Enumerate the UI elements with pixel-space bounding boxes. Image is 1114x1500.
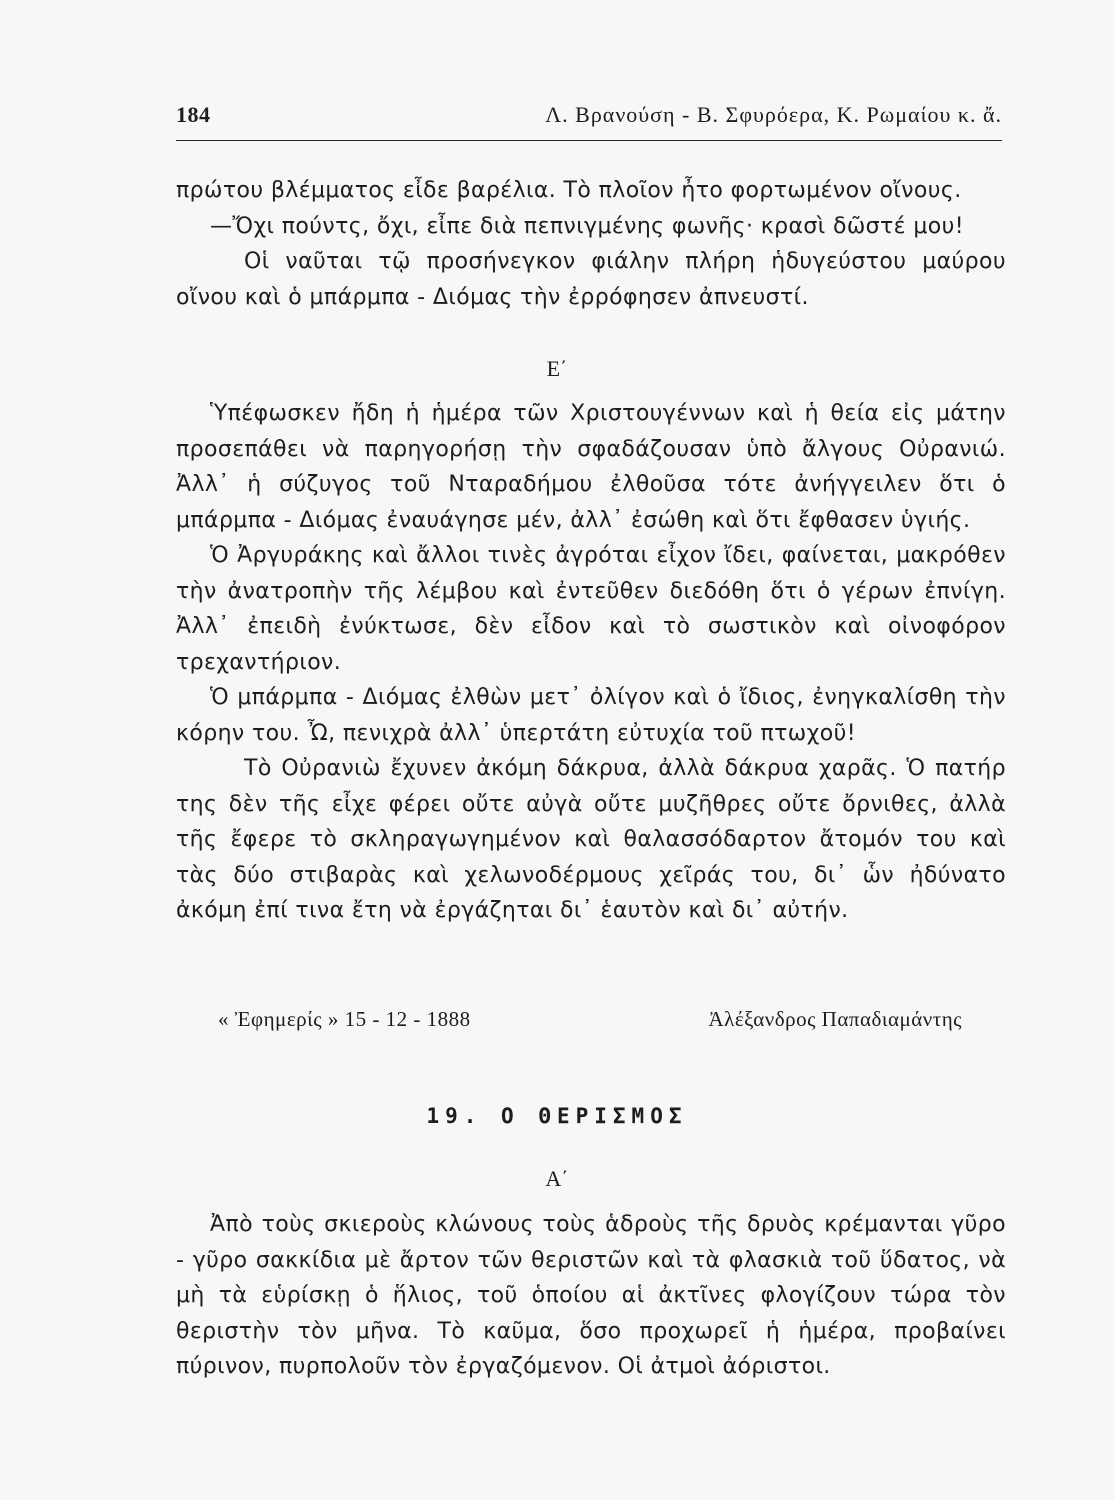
page-number: 184 — [176, 102, 211, 127]
source-citation: « Ἐφημερίς » 15 - 12 - 1888 — [218, 1007, 471, 1031]
paragraph: —Ὄχι πούντς, ὄχι, εἶπε διὰ πεπνιγμένης φωνῆς· κρασὶ δῶστέ μου! — [210, 213, 964, 239]
running-head-authors: Λ. Βρανούση - Β. Σφυρόερα, Κ. Ρωμαίου κ. ἄ. — [545, 102, 1002, 127]
paragraph: Ἀπὸ τοὺς σκιεροὺς κλώνους τοὺς ἁδροὺς τῆς δρυὸς κρέμανται γῦρο - γῦρο σακκίδια μὲ ἄρτον τῶν θεριστῶν καὶ τὰ φλασκιὰ τοῦ ὕδατος, νὰ μὴ τὰ εὑρίσκῃ ὁ ἥλιος, τοῦ ὁποίου αἱ ἀκτῖνες φλογίζουν τώρα τὸν θεριστὴν τὸν μῆνα. Τὸ καῦμα, ὅσο προχωρεῖ ἡ ἡμέρα, προβαίνει πύρινον, πυρπολοῦν τὸν ἐργαζόμενον. Οἱ ἀτμοὶ ἀόριστοι. — [176, 1212, 1006, 1379]
header-rule — [176, 140, 1002, 141]
paragraph: Οἱ ναῦται τῷ προσήνεγκον φιάλην πλήρη ἡδυγεύστου μαύρου οἴνου καὶ ὁ μπάρμπα - Διόμας τὴν ἐρρόφησεν ἀπνευστί. — [176, 249, 1006, 310]
paragraph: Ὑπέφωσκεν ἤδη ἡ ἡμέρα τῶν Χριστουγέννων καὶ ἡ θεία εἰς μάτην προσεπάθει νὰ παρηγορήσῃ τὴν σφαδάζουσαν ὑπὸ ἄλγους Οὐρανιώ. Ἀλλ᾽ ἡ σύζυγος τοῦ Νταραδήμου ἐλθοῦσα τότε ἀνήγγειλεν ὅτι ὁ μπάρμπα - Διόμας ἐναυάγησε μέν, ἀλλ᾽ ἐσώθη καὶ ὅτι ἔφθασεν ὑγιής. — [176, 401, 1006, 533]
paragraph: Ὁ μπάρμπα - Διόμας ἐλθὼν μετ᾽ ὀλίγον καὶ ὁ ἴδιος, ἐνηγκαλίσθη τὴν κόρην του. Ὦ, πενιχρὰ ἀλλ᾽ ὑπερτάτη εὐτυχία τοῦ πτωχοῦ! — [176, 685, 1006, 746]
section-one-text — [176, 173, 1006, 315]
paragraph: πρώτου βλέμματος εἶδε βαρέλια. Τὸ πλοῖον ἦτο φορτωμένον οἴνους. — [176, 178, 962, 203]
paragraph: Τὸ Οὐρανιὼ ἔχυνεν ἀκόμη δάκρυα, ἀλλὰ δάκρυα χαρᾶς. Ὁ πατήρ της δὲν τῆς εἶχε φέρει οὔτε αὐγὰ οὔτε μυζῆθρες οὔτε ὄρνιθες, ἀλλὰ τῆς ἔφερε τὸ σκληραγωγημένον καὶ θαλασσόδαρτον ἄτομόν του καὶ τὰς δύο στιβαρὰς καὶ χελωνοδέρμους χεῖράς του, δι᾽ ὧν ἠδύνατο ἀκόμη ἐπί τινα ἔτη νὰ ἐργάζηται δι᾽ ἑαυτὸν καὶ δι᾽ αὐτήν. — [176, 756, 1006, 923]
chapter-title: 19. Ο ΘΕΡΙΣΜΟΣ — [426, 1104, 688, 1128]
section-e-text — [176, 396, 1006, 929]
chapter-text — [176, 1207, 1006, 1385]
paragraph: Ὁ Ἀργυράκης καὶ ἄλλοι τινὲς ἀγρόται εἶχον ἴδει, φαίνεται, μακρόθεν τὴν ἀνατροπὴν τῆς λέμβου καὶ ἐντεῦθεν διεδόθη ὅτι ὁ γέρων ἐπνίγη. Ἀλλ᾽ ἐπειδὴ ἐνύκτωσε, δὲν εἶδον καὶ τὸ σωστικὸν καὶ οἰνοφόρον τρεχαντήριον. — [176, 543, 1006, 675]
author-name: Ἀλέξανδρος Παπαδιαμάντης — [708, 1007, 962, 1031]
section-heading-a: Α΄ — [545, 1166, 569, 1191]
section-heading-e: Ε΄ — [546, 356, 568, 381]
